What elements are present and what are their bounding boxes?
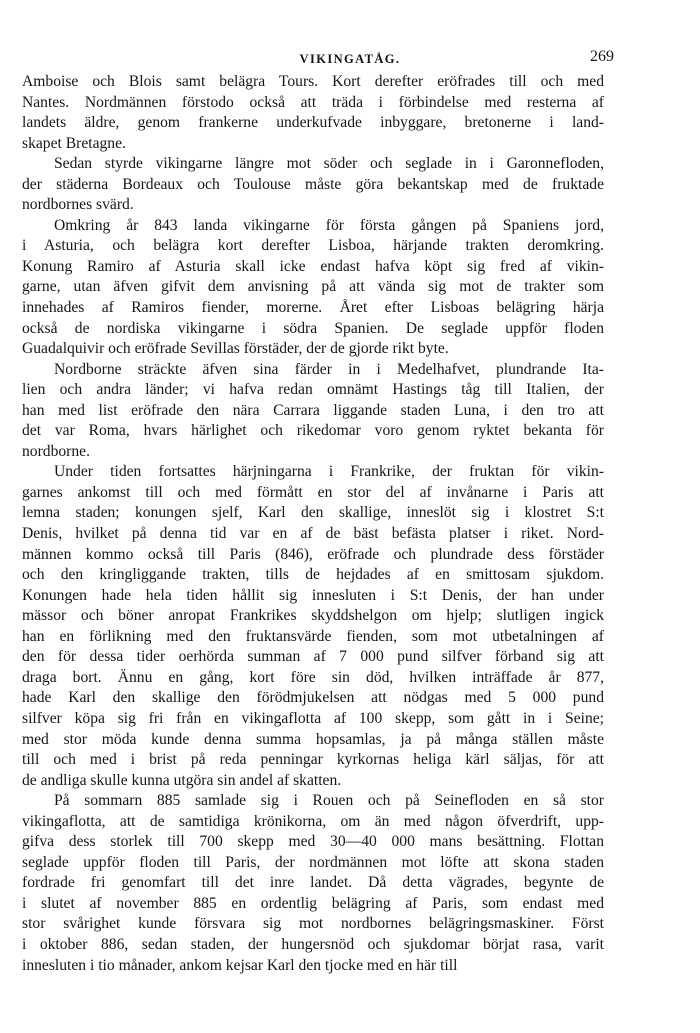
text-line: i slutet af november 885 en ordentlig belägring af Paris, som endast med: [22, 894, 604, 912]
text-line: stor svårighet kunde försvara sig mot nordbornes belägringsmaskiner. Först: [22, 915, 604, 933]
text-line: det var Roma, hvars härlighet och rikedomar voro genom ryktet bekanta för: [22, 422, 604, 440]
text-line: han en förlikning med den fruktansvärde fienden, som mot utbetalningen af: [22, 627, 604, 645]
text-line: garnes ankomst till och med förmått en stor del af invånarne i Paris att: [22, 483, 604, 501]
text-line: Omkring år 843 landa vikingarne för första gången på Spaniens jord,: [54, 216, 604, 234]
text-line: också de nordiska vikingarne i södra Spanien. De seglade uppför floden: [22, 319, 604, 337]
text-line: landets äldre, genom frankerne underkufvade inbyggare, bretonerne i land-: [22, 114, 604, 132]
text-line: Amboise och Blois samt belägra Tours. Kort derefter eröfrades till och med: [22, 73, 604, 90]
text-line: gifva dess storlek till 700 skepp med 30—40 000 mans besättning. Flottan: [22, 833, 604, 851]
text-line: innesluten i tio månader, ankom kejsar Karl den tjocke med en här till: [22, 956, 458, 974]
text-line: med stor möda kunde denna summa hopsamlas, ja på många ställen måste: [22, 730, 604, 748]
text-line: draga bort. Ännu en gång, kort före sin död, hvilken inträffade år 877,: [22, 668, 604, 686]
text-body: [22, 72, 604, 976]
text-line: de andliga skulle kunna utgöra sin andel af skatten.: [22, 771, 342, 789]
text-line: hade Karl den skallige den förödmjukelsen att nödgas med 5 000 pund: [22, 689, 604, 707]
text-line: Konung Ramiro af Asturia skall icke endast hafva köpt sig fred af vikin-: [22, 257, 604, 275]
text-line: nordbornes svärd.: [22, 196, 134, 214]
text-line: till och med i brist på reda penningar kyrkornas heliga kärl säljas, för att: [22, 751, 604, 769]
text-line: Guadalquivir och eröfrade Sevillas förstäder, der de gjorde rikt byte.: [22, 340, 449, 358]
text-line: Konungen hade hela tiden hållit sig innesluten i S:t Denis, der han under: [22, 586, 604, 604]
text-line: skapet Bretagne.: [22, 134, 126, 152]
text-line: der städerna Bordeaux och Toulouse måste göra bekantskap med de fruktade: [22, 175, 604, 193]
text-line: männen kommo också till Paris (846), eröfrade och plundrade dess förstäder: [22, 545, 604, 563]
text-line: Denis, hvilket på denna tid var en af de bäst befästa platser i riket. Nord-: [22, 525, 604, 543]
text-line: den för dessa tider oerhörda summan af 7 000 pund silfver förband sig att: [22, 648, 604, 666]
text-line: Nantes. Nordmännen förstodo också att träda i förbindelse med resterna af: [22, 93, 604, 111]
text-line: silfver köpa sig fri från en vikingaflotta af 100 skepp, som gått in i Seine;: [22, 709, 604, 727]
text-line: vikingaflotta, att de samtidiga krönikorna, om än med någon öfverdrift, upp-: [22, 812, 604, 830]
page-number: 269: [590, 48, 614, 65]
text-line: innehades af Ramiros fiender, morerne. Året efter Lisboas belägring härja: [22, 299, 604, 317]
text-line: Under tiden fortsattes härjningarna i Frankrike, der fruktan för vikin-: [54, 463, 604, 481]
text-line: han med list eröfrade den nära Carrara liggande staden Luna, i den tro att: [22, 401, 604, 419]
text-line: Nordborne sträckte äfven sina färder in i Medelhafvet, plundrande Ita-: [54, 360, 604, 378]
text-line: På sommarn 885 samlade sig i Rouen och på Seinefloden en så stor: [54, 792, 604, 810]
text-line: fordrade fri genomfart till det inre landet. Då detta vägrades, begynte de: [22, 874, 604, 892]
text-line: garne, utan äfven gifvit dem anvisning på att vända sig mot de trakter som: [22, 278, 604, 296]
running-title: VIKINGATÅG.: [299, 52, 401, 66]
text-line: lemna staden; konungen sjelf, Karl den skallige, inneslöt sig i klostret S:t: [22, 504, 604, 522]
text-line: mässor och böner anropat Frankrikes skyddshelgon om hjelp; slutligen ingick: [22, 607, 604, 625]
text-line: i Asturia, och belägra kort derefter Lisboa, härjande trakten deromkring.: [22, 237, 604, 255]
text-line: och den kringliggande trakten, tills de hejdades af en smittosam sjukdom.: [22, 566, 604, 584]
text-line: Sedan styrde vikingarne längre mot söder och seglade in i Garonnefloden,: [54, 155, 604, 173]
text-line: lien och andra länder; vi hafva redan omnämt Hastings tåg till Italien, der: [22, 381, 604, 399]
text-line: seglade uppför floden till Paris, der nordmännen mot löfte att skona staden: [22, 853, 604, 871]
text-line: nordborne.: [22, 442, 90, 460]
text-line: i oktober 886, sedan staden, der hungersnöd och sjukdomar börjat rasa, varit: [22, 935, 604, 953]
